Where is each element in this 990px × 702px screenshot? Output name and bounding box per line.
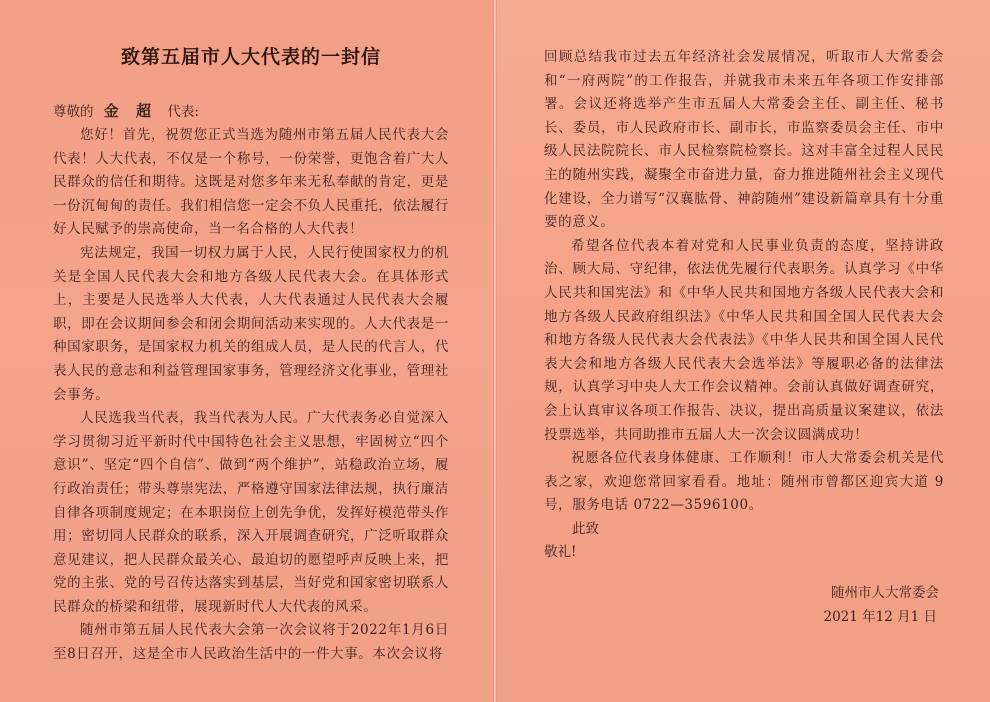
paragraph-meeting-continued: 回顾总结我市过去五年经济社会发展情况，听取市人大常委会和“一府两院”的工作报告，并就我市未来五年各项工作安排部署。会议还将选举产生市五届人大常委会主任、副主任、秘书长、委员，市人民政府市长、副市长，市监察委员会主任、市中级人民法院院长、市人民检察院检察长。这对丰富全过程人民民主的随州实践，凝聚全市奋进力量，奋力推进随州社会主义现代化建设，全力谱写“汉襄肱骨、神韵随州”建设新篇章具有十分重要的意义。 xyxy=(544,49,944,231)
letter-left-page xyxy=(0,0,493,702)
signature-organization: 随州市人大常委会 xyxy=(831,585,939,602)
salutation-prefix: 尊敬的 xyxy=(53,104,94,120)
paragraph-expectations: 希望各位代表本着对党和人民事业负责的态度，坚持讲政治、顾大局、守纪律，依法优先履行代表职务。认真学习《中华人民共和国宪法》和《中华人民共和国地方各级人民代表大会和地方各级人民政府组织法》《中华人民共和国全国人民代表大会和地方各级人民代表大会代表法》《中华人民共和国全国人民代表大会和地方各级人民代表大会选举法》等履职必备的法律法规，认真学习中央人大工作会议精神。会前认真做好调查研究，会上认真审议各项工作报告、决议，提出高质量议案建议，依法投票选举，共同助推市五届人大一次会议圆满成功！ xyxy=(544,237,944,443)
paragraph-duties: 人民选我当代表，我当代表为人民。广大代表务必自觉深入学习贯彻习近平新时代中国特色社会主义思想，牢固树立“四个意识”、坚定“四个自信”、做到“两个维护”，站稳政治立场，履行政治责任；带头尊崇宪法，严格遵守国家法律法规，执行廉洁自律各项制度规定；在本职岗位上创先争优，发挥好模范带头作用；密切同人民群众的联系，深入开展调查研究，广泛听取群众意见建议，把人民群众最关心、最迫切的愿望呼声反映上来，把党的主张、党的号召传达落实到基层，当好党和国家密切联系人民群众的桥梁和纽带，展现新时代人大代表的风采。 xyxy=(53,410,449,615)
letter-title: 致第五届市人大代表的一封信 xyxy=(120,46,381,68)
closing-jing-li: 敬礼! xyxy=(544,544,577,561)
paragraph-meeting-start: 随州市第五届人民代表大会第一次会议将于2022年1月6日至8日召开，这是全市人民政治生活中的一件大事。本次会议将 xyxy=(53,622,449,663)
paragraph-wishes: 祝愿各位代表身体健康、工作顺利！市人大常委会机关是代表之家，欢迎您常回家看看。地址：随州市曾都区迎宾大道 9号，服务电话 0722—3596100。 xyxy=(544,450,944,514)
recipient-name: 金 超 xyxy=(103,102,158,120)
signature-date: 2021 年12 月1 日 xyxy=(823,609,937,626)
salutation-suffix: 代表: xyxy=(167,104,199,120)
closing-ci-zhi: 此致 xyxy=(572,520,599,537)
letter-right-page xyxy=(497,0,990,702)
paragraph-constitution: 宪法规定，我国一切权力属于人民，人民行使国家权力的机关是全国人民代表大会和地方各级人民代表大会。在具体形式上，主要是人民选举人大代表，人大代表通过人民代表大会履职，即在会议期间参会和闭会期间活动来实现的。人大代表是一种国家职务，是国家权力机关的组成人员，是人民的代言人，代表人民的意志和利益管理国家事务，管理经济文化事业，管理社会事务。 xyxy=(53,244,449,403)
paragraph-greeting: 您好！首先，祝贺您正式当选为随州市第五届人民代表大会代表！人大代表，不仅是一个称号，一份荣誉，更饱含着广大人民群众的信任和期待。这既是对您多年来无私奉献的肯定，更是一份沉甸甸的责任。我们相信您一定会不负人民重托，依法履行好人民赋予的崇高使命，当一名合格的人大代表！ xyxy=(53,127,449,238)
salutation xyxy=(53,99,449,124)
